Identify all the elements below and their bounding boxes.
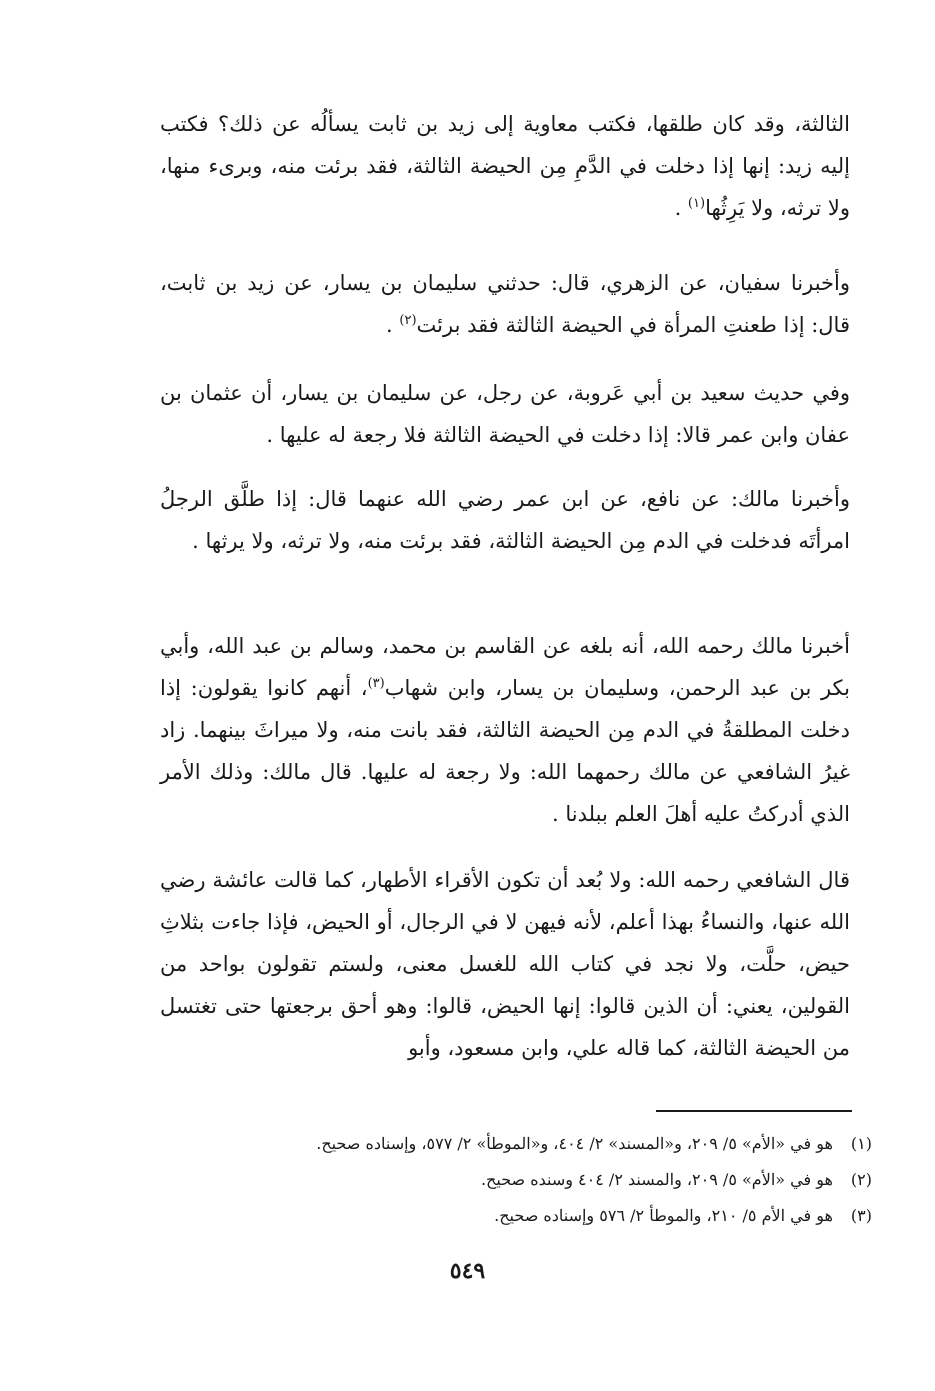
footnote-2-number: (٢): [850, 1170, 872, 1189]
footnote-divider: [656, 1110, 852, 1112]
footnote-1-text: هو في «الأم» ٥/ ٢٠٩، و«المسند» ٢/ ٤٠٤، و«الموطأ» ٢/ ٥٧٧، وإسناده صحيح.: [316, 1134, 833, 1153]
paragraph-5-text: أخبرنا مالك رحمه الله، أنه بلغه عن القاسم بن محمد، وسالم بن عبد الله، وأبي بكر بن عبد الرحمن، وسليمان بن يسار، وابن شهاب: [160, 634, 850, 700]
paragraph-3: [160, 372, 850, 456]
footnote-ref-3[interactable]: (٣): [367, 676, 385, 691]
paragraph-5: [160, 625, 850, 835]
paragraph-2: [160, 262, 850, 346]
paragraph-4-text: وأخبرنا مالك: عن نافع، عن ابن عمر رضي الله عنهما قال: إذا طلَّق الرجلُ امرأتَه فدخلت في الدم مِن الحيضة الثالثة، فقد برئت منه، ولا ترثه، ولا يرثها .: [160, 487, 850, 553]
footnote-1-number: (١): [850, 1134, 872, 1153]
footnote-3: [160, 1199, 872, 1233]
paragraph-3-text: وفي حديث سعيد بن أبي عَروبة، عن رجل، عن سليمان بن يسار، أن عثمان بن عفان وابن عمر قالا: إذا دخلت في الحيضة الثالثة فلا رجعة له عليها .: [160, 381, 850, 447]
footnote-ref-1[interactable]: (١): [687, 196, 706, 211]
paragraph-1-text: الثالثة، وقد كان طلقها، فكتب معاوية إلى زيد بن ثابت يسألُه عن ذلك؟ فكتب إليه زيد: إنها إذا دخلت في الدَّمِ مِن الحيضة الثالثة، فقد برئت منه، وبرىء منها، ولا ترثه، ولا يَرِثُها: [160, 112, 850, 220]
paragraph-6-text: قال الشافعي رحمه الله: ولا بُعد أن تكون الأقراء الأطهار، كما قالت عائشة رضي الله عنها، والنساءُ بهذا أعلم، لأنه فيهن لا في الرجال، أو الحيض، فإذا جاءت بثلاثِ حيض، حلَّت، ولا نجد في كتاب الله للغسل معنى، ولستم تقولون بواحد من القولين، يعني: أن الذين قالوا: إنها الحيض، قالوا: وهو أحق برجعتها حتى تغتسل من الحيضة الثالثة، كما قاله علي، وابن مسعود، وأبو: [160, 868, 850, 1060]
footnote-ref-2[interactable]: (٢): [399, 313, 417, 328]
footnote-2-text: هو في «الأم» ٥/ ٢٠٩، والمسند ٢/ ٤٠٤ وسنده صحيح.: [480, 1170, 833, 1189]
footnote-3-text: هو في الأم ٥/ ٢١٠، والموطأ ٢/ ٥٧٦ وإسناده صحيح.: [494, 1206, 833, 1225]
footnote-1: [160, 1127, 872, 1161]
paragraph-1-end: .: [674, 196, 688, 220]
paragraph-5-end: ، أنهم كانوا يقولون: إذا دخلت المطلقةُ في الدم مِن الحيضة الثالثة، فقد بانت منه، ولا ميراثَ بينهما. زاد غيرُ الشافعي عن مالك رحمهما الله: ولا رجعة له عليها. قال مالك: وذلك الأمر الذي أدركتُ عليه أهلَ العلم ببلدنا .: [160, 676, 850, 826]
paragraph-6: [160, 859, 850, 1069]
paragraph-1: [160, 103, 850, 229]
paragraph-4: [160, 478, 850, 562]
footnote-2: [160, 1163, 872, 1197]
paragraph-2-end: .: [386, 313, 400, 337]
footnote-3-number: (٣): [850, 1206, 872, 1225]
page-number: ٥٤٩: [449, 1258, 486, 1284]
paragraph-2-text: وأخبرنا سفيان، عن الزهري، قال: حدثني سليمان بن يسار، عن زيد بن ثابت، قال: إذا طعنتِ المرأة في الحيضة الثالثة فقد برئت: [160, 271, 850, 337]
